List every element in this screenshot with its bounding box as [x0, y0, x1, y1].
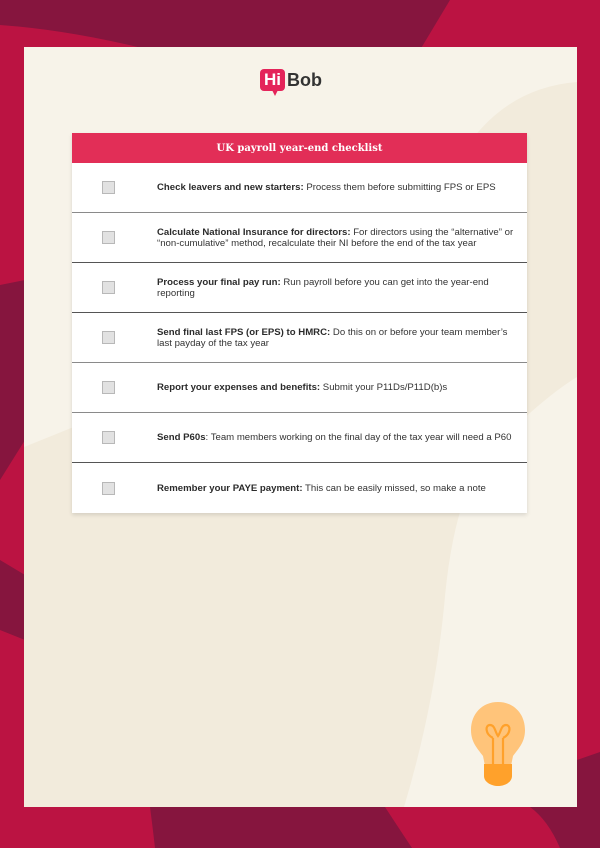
item-heading: Check leavers and new starters:	[157, 182, 304, 193]
checklist-item-text	[157, 227, 515, 249]
checkbox[interactable]	[102, 381, 115, 394]
item-heading: Remember your PAYE payment:	[157, 482, 303, 494]
checklist-title: UK payroll year-end checklist	[72, 133, 527, 163]
checklist-item-text	[157, 277, 515, 299]
checklist-table	[72, 133, 527, 513]
checklist-item-text	[157, 432, 511, 443]
item-heading: Send final last FPS (or EPS) to HMRC:	[157, 326, 331, 338]
item-description: : Team members working on the final day of the tax year will need a P60	[205, 432, 512, 443]
checkbox[interactable]	[102, 231, 115, 244]
item-description: This can be easily missed, so make a note	[302, 482, 486, 494]
logo-bob-text: Bob	[287, 69, 322, 90]
item-description: For directors using the “alternative” or “non-cumulative” method, recalculate their NI before the end of the tax year	[157, 226, 514, 249]
lightbulb-icon	[467, 700, 529, 786]
checklist-row	[72, 213, 527, 263]
item-heading: Process your final pay run:	[157, 276, 281, 288]
item-description: Do this on or before your team member’s last payday of the tax year	[157, 326, 508, 349]
checklist-item-text	[157, 182, 496, 193]
checklist-row	[72, 313, 527, 363]
item-heading: Calculate National Insurance for directors:	[157, 226, 351, 238]
checklist-row	[72, 263, 527, 313]
logo-hi-badge: Hi	[260, 69, 285, 91]
checklist-row	[72, 463, 527, 513]
item-heading: Send P60s	[157, 432, 206, 443]
checklist-item-text	[157, 327, 515, 349]
checklist-item-text	[157, 382, 447, 393]
checklist-row	[72, 163, 527, 213]
checklist-item-text	[157, 483, 486, 494]
checkbox[interactable]	[102, 181, 115, 194]
checklist-row	[72, 363, 527, 413]
hibob-logo	[260, 69, 322, 91]
checklist-row	[72, 413, 527, 463]
item-description: Submit your P11Ds/P11D(b)s	[320, 382, 448, 393]
item-description: Run payroll before you can get into the year-end reporting	[157, 276, 489, 299]
checklist-document	[24, 47, 577, 807]
checkbox[interactable]	[102, 281, 115, 294]
checkbox[interactable]	[102, 331, 115, 344]
item-description: Process them before submitting FPS or EPS	[303, 182, 496, 193]
item-heading: Report your expenses and benefits:	[157, 382, 321, 393]
checkbox[interactable]	[102, 431, 115, 444]
checkbox[interactable]	[102, 482, 115, 495]
